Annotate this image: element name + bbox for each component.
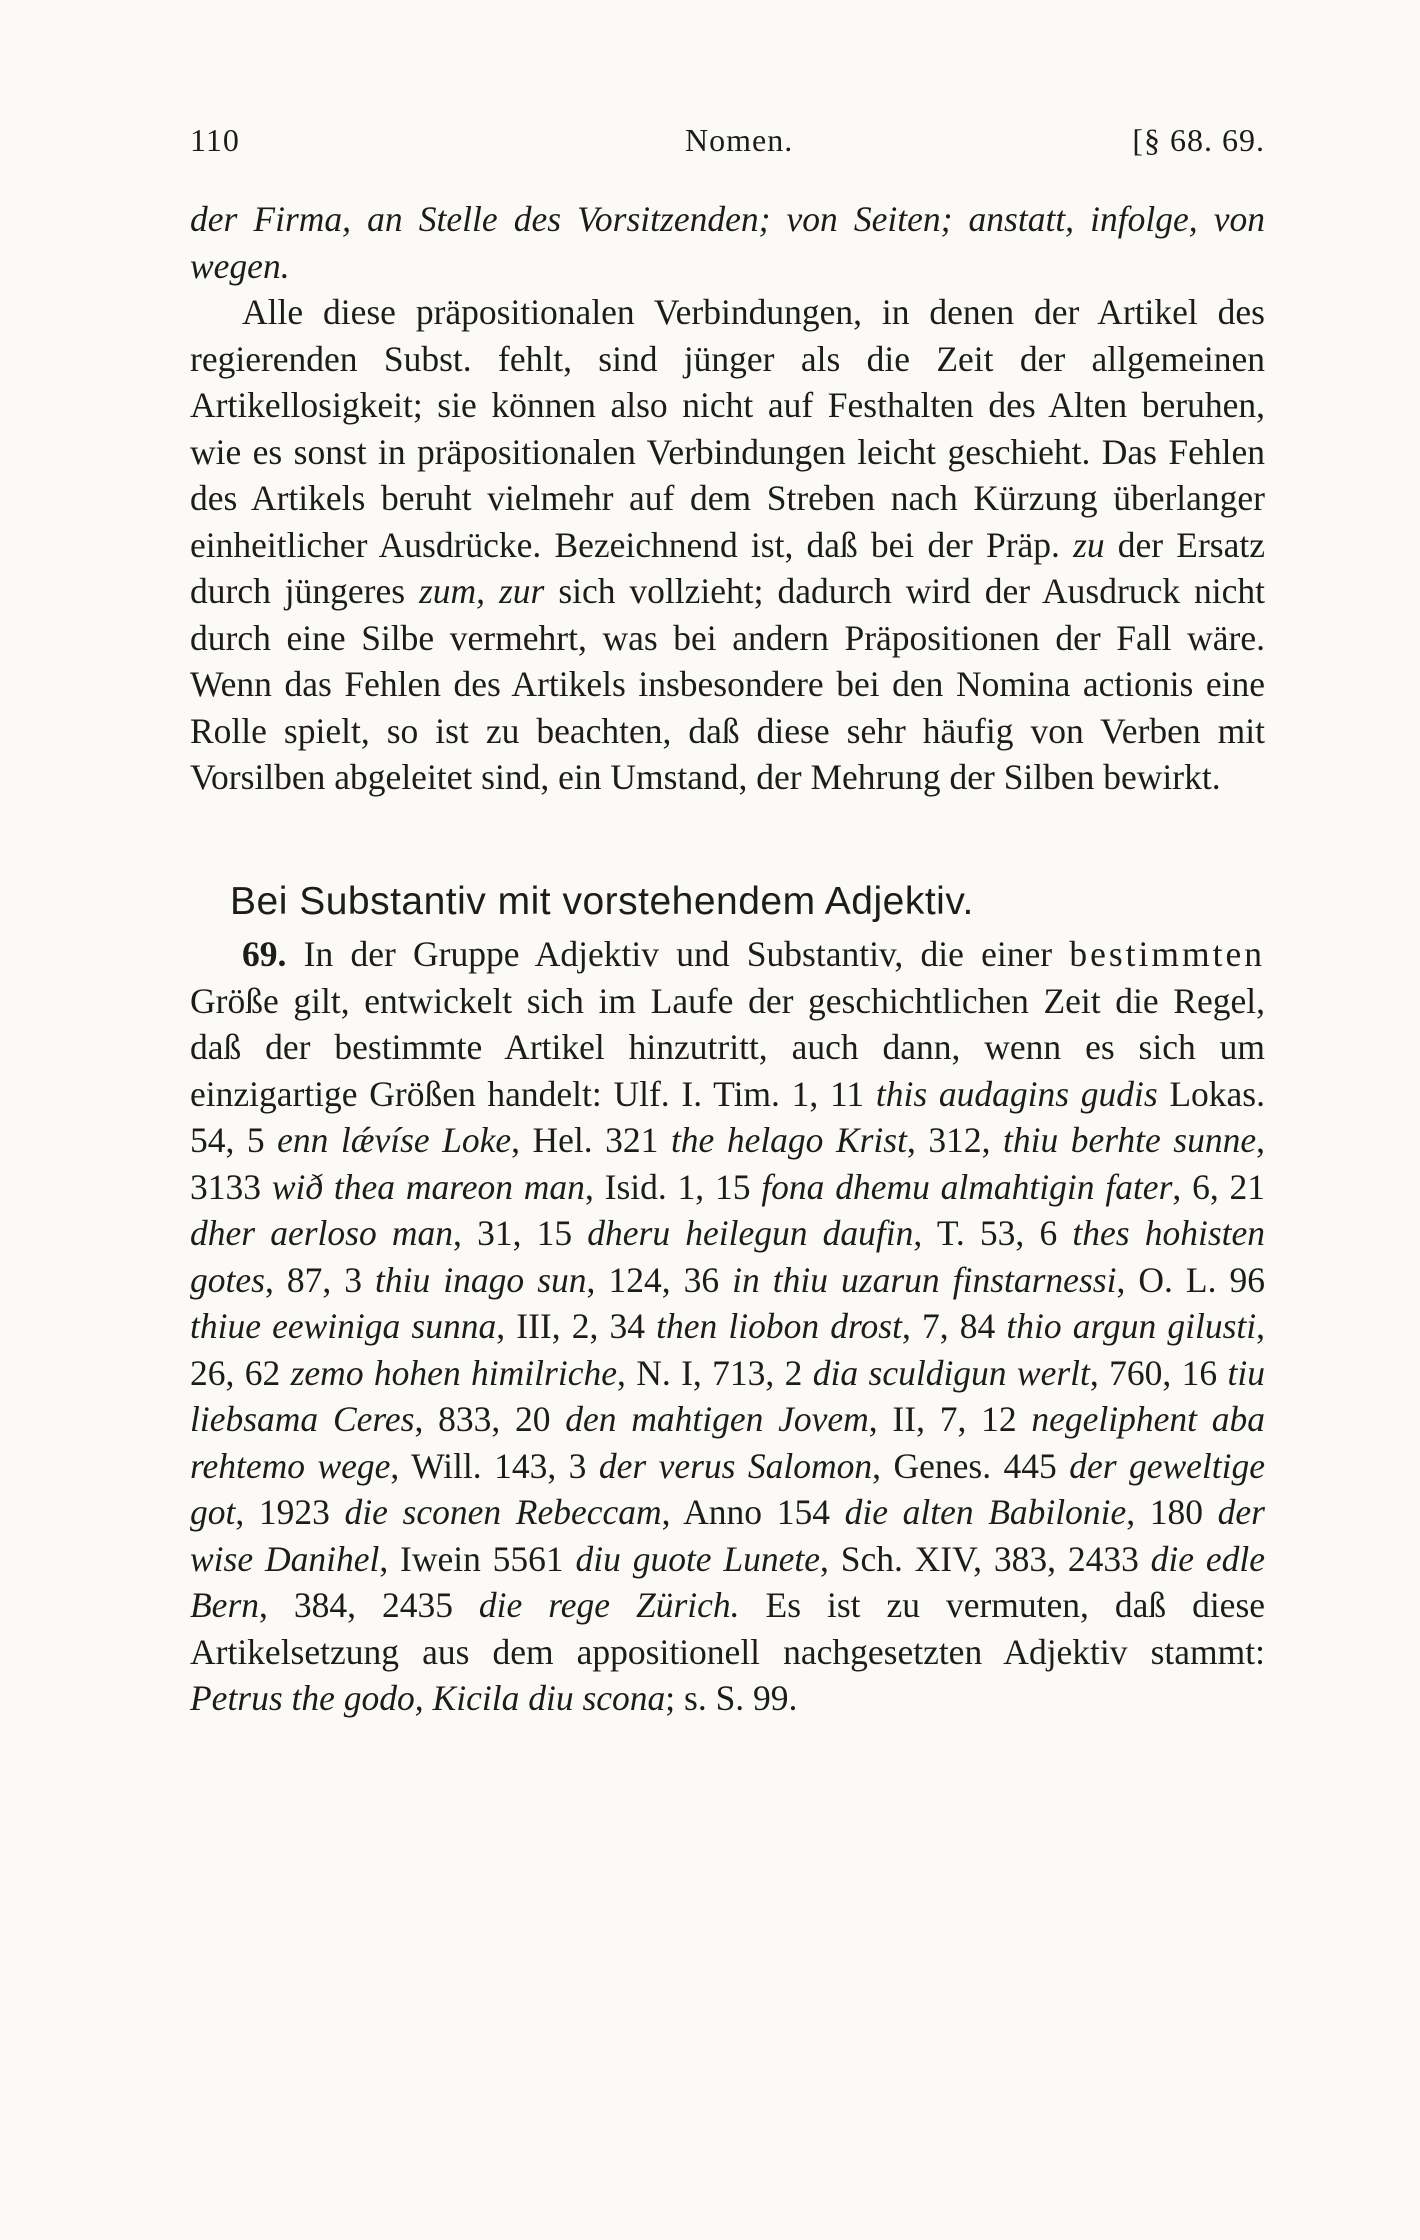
citation-italic: die rege Zürich. [478, 1585, 740, 1625]
text-run: , Sch. XIV, 383, 2433 [820, 1538, 1151, 1579]
body-text [190, 196, 1265, 1722]
text-run: , 3133 [190, 1120, 1265, 1207]
text-run: ; s. S. 99. [665, 1678, 798, 1718]
text-run: Es ist zu vermuten, daß diese Artikelsetzung aus dem appositionell nachgesetzten Adjektiv stammt: [190, 1585, 1266, 1672]
running-header [190, 122, 1265, 172]
citation-italic: der verus Salomon [598, 1445, 873, 1486]
text-run: , Isid. 1, 15 [584, 1166, 762, 1207]
citation-italic: diu guote Lunete [575, 1538, 821, 1579]
text-run: , 180 [1126, 1492, 1218, 1532]
citation-italic: die sconen Rebeccam [344, 1492, 662, 1532]
citation-italic: dheru heilegun daufin [587, 1213, 914, 1253]
running-title: Nomen. [685, 122, 794, 158]
citation-italic: thio argun gilusti [1006, 1306, 1257, 1346]
text-run: sich vollzieht; dadurch wird der Ausdruck nicht durch eine Silbe vermehrt, was bei andern Präpositionen der Fall wäre. Wenn das Fehlen des Artikels insbesondere bei den Nomina actionis eine Rolle spielt, so ist zu beachten, daß diese sehr häufig von Verben mit Vorsilben abgeleitet sind, ein Umstand, der Mehrung der Silben bewirkt. [190, 571, 1265, 797]
page-number: 110 [190, 122, 240, 158]
section-reference: [§ 68. 69. [1132, 122, 1265, 158]
text-run: , Genes. 445 [872, 1445, 1070, 1486]
text-run: , N. I, 713, 2 [616, 1352, 813, 1393]
section-heading: Bei Substantiv mit vorstehendem Adjektiv. [230, 879, 974, 923]
text-run: , 384, 2435 [259, 1585, 479, 1625]
citation-italic: fona dhemu almahtigin fater [761, 1166, 1173, 1207]
citation-italic: zemo hohen himilriche [290, 1352, 617, 1393]
text-run: Alle diese präpositionalen Verbindungen, in denen der Artikel des regierenden Subst. fehlt, sind jünger als die Zeit der allgemeinen Artikellosigkeit; sie können also nicht auf Festhalten des Alten beruhen, wie es sonst in präpositionalen Verbindungen leicht geschieht. Das Fehlen des Artikels beruht vielmehr auf dem Streben nach Kürzung überlanger einheitlicher Ausdrücke. Bezeichnend ist, daß bei der Präp. [190, 292, 1265, 565]
citation-italic: negeliphent aba rehtemo wege [190, 1399, 1265, 1486]
citation-italic: in thiu uzarun finstarnessi [732, 1259, 1117, 1300]
citation-italic: Petrus the godo, Kicila diu scona [190, 1678, 666, 1718]
text-run: , 1923 [235, 1492, 345, 1532]
text-run: der Ersatz durch jüngeres [190, 524, 1265, 611]
text-run: Größe gilt, entwickelt sich im Laufe der geschichtlichen Zeit die Regel, daß der bestimmte Artikel hinzutritt, auch dann, wenn es sich um einzigartige Größen handelt: Ulf. I. Tim. 1, 11 [190, 980, 1265, 1114]
text-run: , III, 2, 34 [496, 1306, 657, 1346]
citation-italic: thiu inago sun [375, 1259, 587, 1300]
text-run: , 124, 36 [586, 1259, 733, 1300]
text-run: Lokas. 54, 5 [190, 1073, 1265, 1160]
text-run: , Will. 143, 3 [390, 1445, 599, 1486]
citation-italic: the helago Krist [670, 1120, 907, 1160]
paragraph-continuation [190, 196, 1265, 289]
citation-italic: thiu berhte sunne [1003, 1120, 1257, 1160]
text-run: In der Gruppe Adjektiv und Substantiv, die einer [286, 934, 1070, 974]
citation-italic: tiu liebsama Ceres [190, 1352, 1265, 1439]
text-run: , O. L. 96 [1116, 1259, 1265, 1300]
text-run: , 312, [906, 1120, 1003, 1160]
citation-italic: die edle Bern [190, 1538, 1265, 1625]
paragraph-prepositional [190, 289, 1265, 801]
citation-italic: wið thea mareon man [271, 1166, 585, 1207]
text-run: , Iwein 5561 [379, 1538, 576, 1579]
text-run: , II, 7, 12 [868, 1399, 1032, 1439]
paragraph-69 [190, 931, 1265, 1722]
text-run: , 87, 3 [264, 1259, 376, 1300]
text-run: , T. 53, 6 [913, 1213, 1073, 1253]
text-run: , 31, 15 [453, 1213, 588, 1253]
citation-italic: then liobon drost [656, 1306, 902, 1346]
citation-italic: dher aerloso man [190, 1213, 454, 1253]
citation-italic: thiue eewiniga sunna [190, 1306, 497, 1346]
italic-examples: der Firma, an Stelle des Vorsitzenden; von Seiten; anstatt, infolge, von wegen. [190, 199, 1265, 286]
citation-italic: enn lǽvíse Loke [277, 1120, 512, 1160]
text-run: , 26, 62 [190, 1306, 1265, 1393]
text-run: , Anno 154 [661, 1492, 845, 1532]
citation-italic: die alten Babilonie [844, 1492, 1127, 1532]
italic-term: zu [1073, 524, 1105, 565]
citation-italic: dia sculdigun werlt [812, 1352, 1090, 1393]
citation-italic: den mahtigen Jovem [565, 1399, 869, 1439]
italic-term: zum, zur [418, 571, 545, 611]
citation-italic: this audagins gudis [875, 1073, 1158, 1114]
spaced-word: bestimmten [1069, 934, 1265, 974]
text-run: , 760, 16 [1089, 1352, 1228, 1393]
text-run: , 7, 84 [901, 1306, 1007, 1346]
text-run: , 6, 21 [1172, 1166, 1266, 1207]
citation-italic: thes hohisten gotes [190, 1213, 1266, 1300]
text-run: , 833, 20 [414, 1399, 566, 1439]
citation-italic: der geweltige got [190, 1445, 1266, 1532]
text-run: , Hel. 321 [511, 1120, 671, 1160]
citation-italic: der wise Danihel [190, 1492, 1265, 1579]
section-number: 69. [242, 934, 287, 974]
